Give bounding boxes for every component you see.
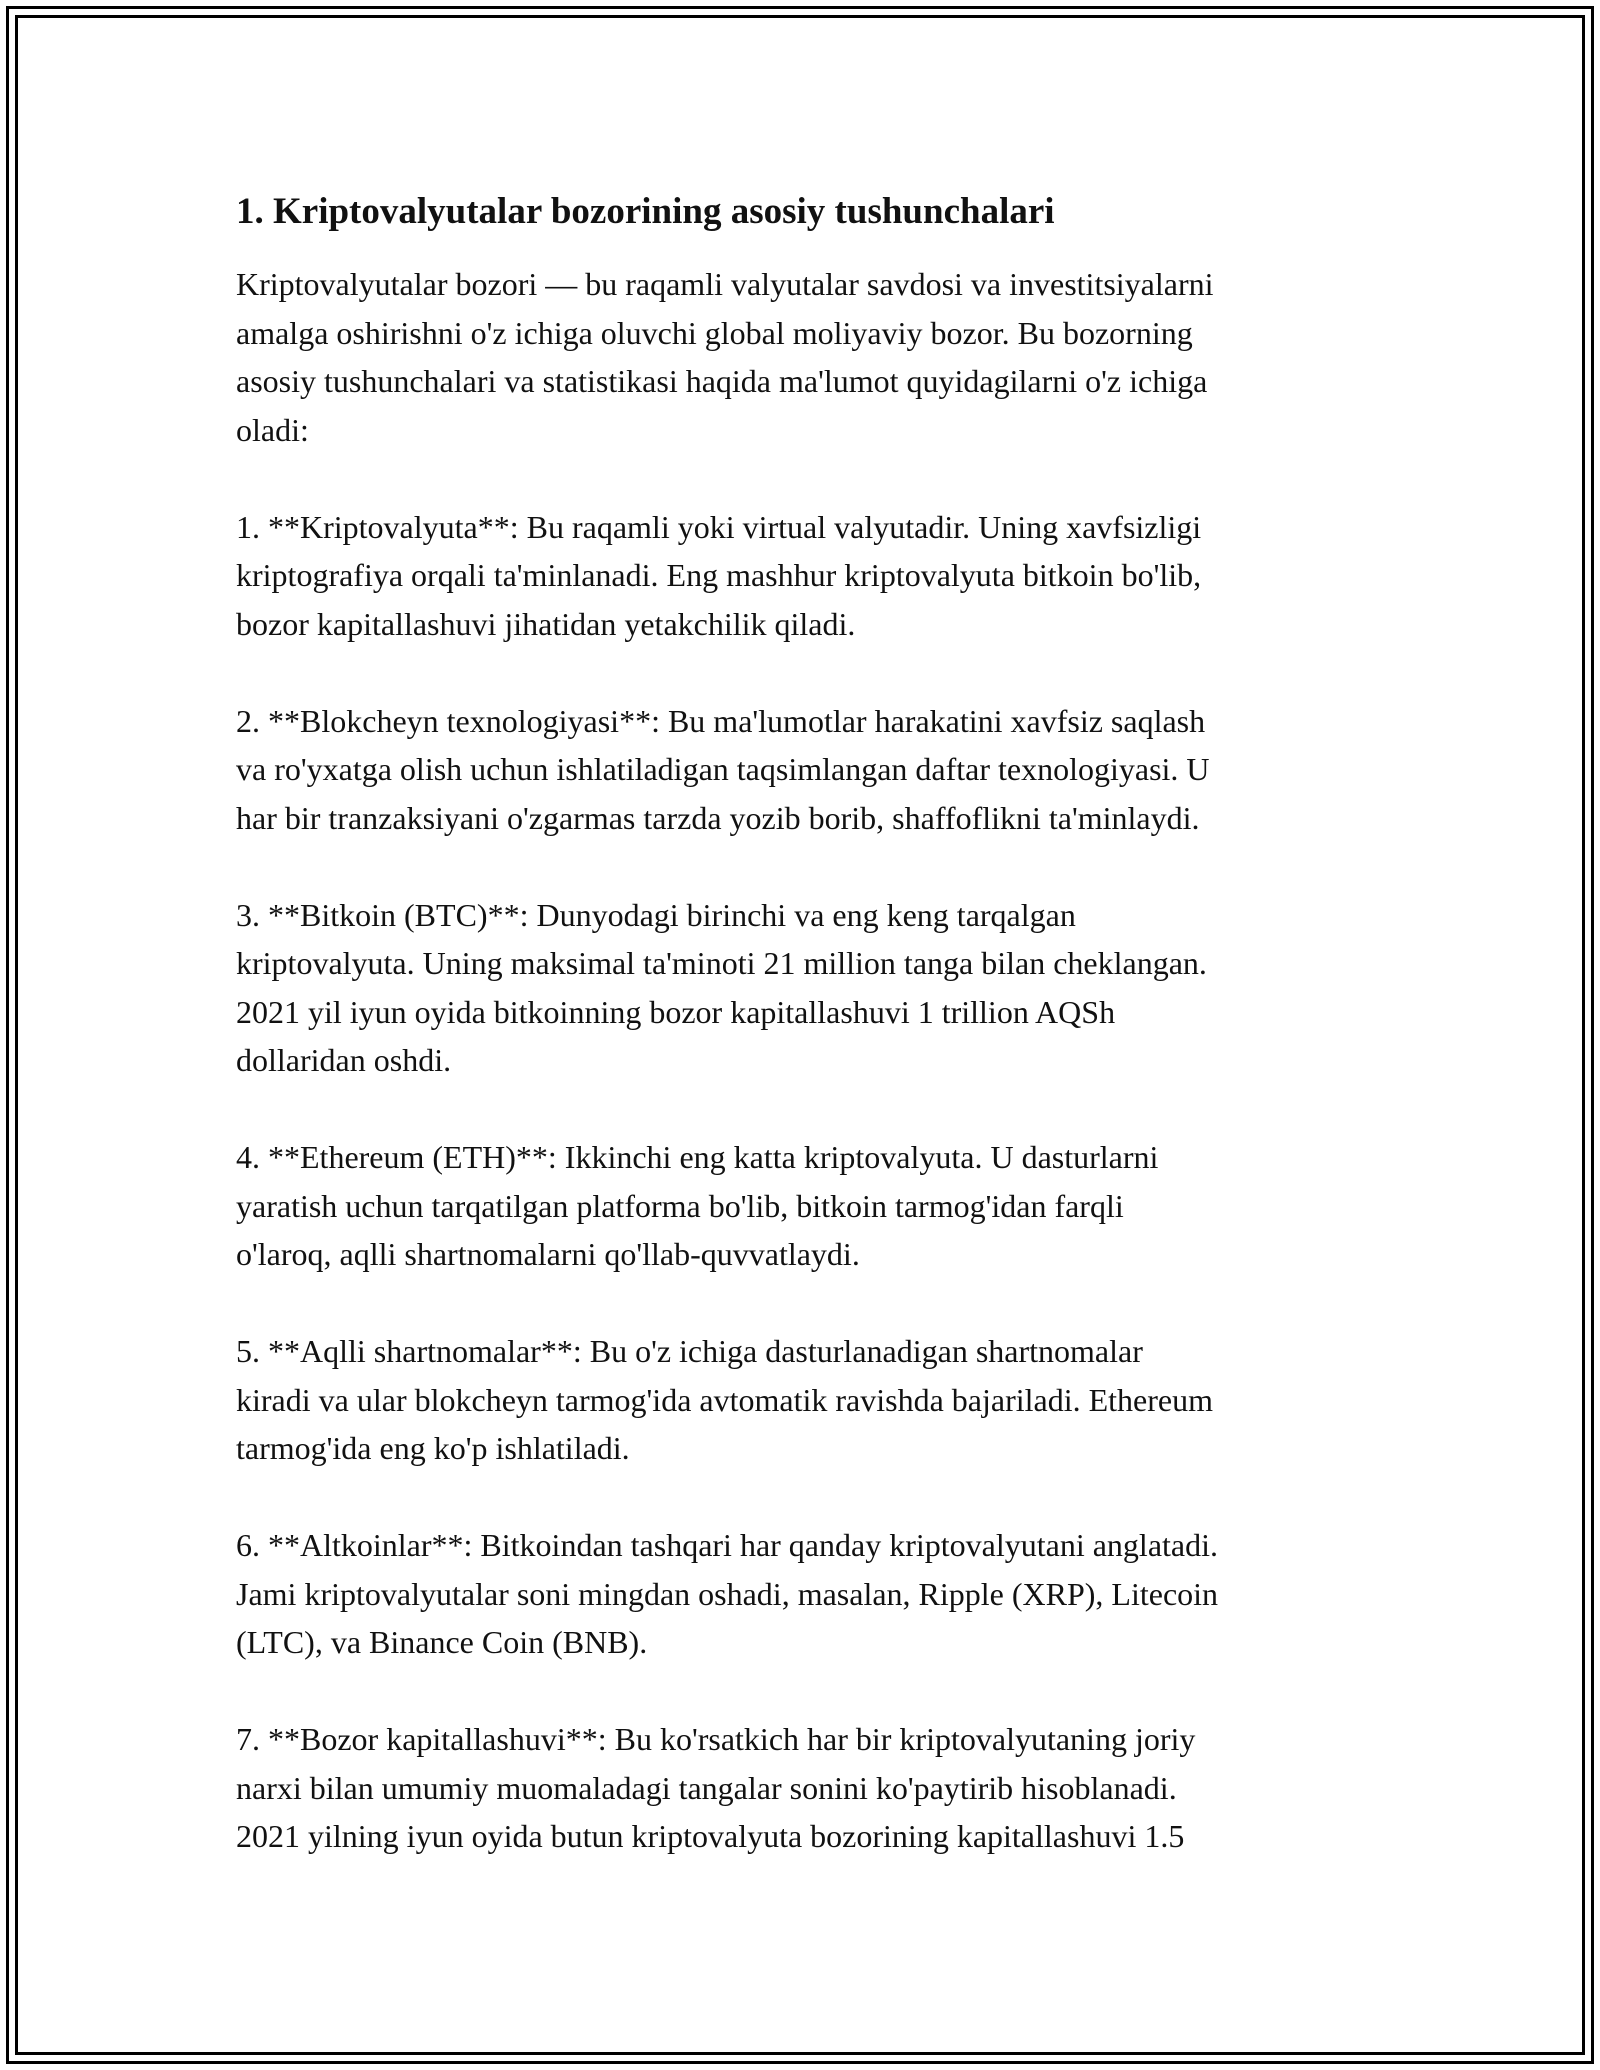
- paragraph-line: Kriptovalyutalar bozori — bu raqamli valyutalar savdosi va investitsiyalarni: [236, 266, 1214, 302]
- paragraph-line: (LTC), va Binance Coin (BNB).: [236, 1624, 648, 1660]
- paragraph-line: 5. **Aqlli shartnomalar**: Bu o'z ichiga dasturlanadigan shartnomalar: [236, 1333, 1143, 1369]
- paragraph-line: dollaridan oshdi.: [236, 1042, 452, 1078]
- list-item-aqlli-shartnomalar: [236, 1327, 1386, 1473]
- list-item-blokcheyn: [236, 697, 1386, 843]
- paragraph-line: oladi:: [236, 411, 309, 448]
- paragraph-line: 7. **Bozor kapitallashuvi**: Bu ko'rsatkich har bir kriptovalyutaning joriy: [236, 1721, 1196, 1757]
- list-item-altkoinlar: [236, 1521, 1386, 1667]
- paragraph-line: yaratish uchun tarqatilgan platforma bo'lib, bitkoin tarmog'idan farqli: [236, 1187, 1124, 1224]
- paragraph-line: kiradi va ular blokcheyn tarmog'ida avtomatik ravishda bajariladi. Ethereum: [236, 1381, 1213, 1418]
- paragraph-line: amalga oshirishni o'z ichiga oluvchi global moliyaviy bozor. Bu bozorning: [236, 314, 1193, 351]
- paragraph-line: 4. **Ethereum (ETH)**: Ikkinchi eng katta kriptovalyuta. U dasturlarni: [236, 1139, 1159, 1175]
- paragraph-line: 2021 yil iyun oyida bitkoinning bozor kapitallashuvi 1 trillion AQSh: [236, 993, 1116, 1030]
- paragraph-line: kriptovalyuta. Uning maksimal ta'minoti 21 million tanga bilan cheklangan.: [236, 945, 1207, 981]
- intro-paragraph: [236, 260, 1386, 454]
- list-item-ethereum: [236, 1133, 1386, 1279]
- list-item-kriptovalyuta: [236, 503, 1386, 649]
- paragraph-line: o'laroq, aqlli shartnomalarni qo'llab-quvvatlaydi.: [236, 1236, 860, 1272]
- paragraph-line: 2021 yilning iyun oyida butun kriptovalyuta bozorining kapitallashuvi 1.5: [236, 1818, 1185, 1854]
- paragraph-line: asosiy tushunchalari va statistikasi haqida ma'lumot quyidagilarni o'z ichiga: [236, 363, 1208, 399]
- paragraph-line: tarmog'ida eng ko'p ishlatiladi.: [236, 1430, 630, 1466]
- paragraph-line: kriptografiya orqali ta'minlanadi. Eng mashhur kriptovalyuta bitkoin bo'lib,: [236, 557, 1202, 593]
- section-heading: 1. Kriptovalyutalar bozorining asosiy tushunchalari: [236, 191, 1055, 232]
- paragraph-line: har bir tranzaksiyani o'zgarmas tarzda yozib borib, shaffoflikni ta'minlaydi.: [236, 799, 1200, 836]
- paragraph-line: 3. **Bitkoin (BTC)**: Dunyodagi birinchi va eng keng tarqalgan: [236, 896, 1076, 933]
- paragraph-line: 6. **Altkoinlar**: Bitkoindan tashqari har qanday kriptovalyutani anglatadi.: [236, 1527, 1218, 1563]
- paragraph-line: Jami kriptovalyutalar soni mingdan oshadi, masalan, Ripple (XRP), Litecoin: [236, 1575, 1219, 1612]
- paragraph-line: va ro'yxatga olish uchun ishlatiladigan taqsimlangan daftar texnologiyasi. U: [236, 751, 1210, 787]
- paragraph-line: 2. **Blokcheyn texnologiyasi**: Bu ma'lumotlar harakatini xavfsiz saqlash: [236, 702, 1206, 739]
- document-body: [236, 188, 1386, 1909]
- list-item-bitkoin: [236, 891, 1386, 1085]
- paragraph-line: 1. **Kriptovalyuta**: Bu raqamli yoki virtual valyutadir. Uning xavfsizligi: [236, 508, 1202, 545]
- list-item-bozor-kapitallashuvi: [236, 1715, 1386, 1861]
- paragraph-line: bozor kapitallashuvi jihatidan yetakchilik qiladi.: [236, 605, 856, 642]
- paragraph-line: narxi bilan umumiy muomaladagi tangalar sonini ko'paytirib hisoblanadi.: [236, 1769, 1177, 1806]
